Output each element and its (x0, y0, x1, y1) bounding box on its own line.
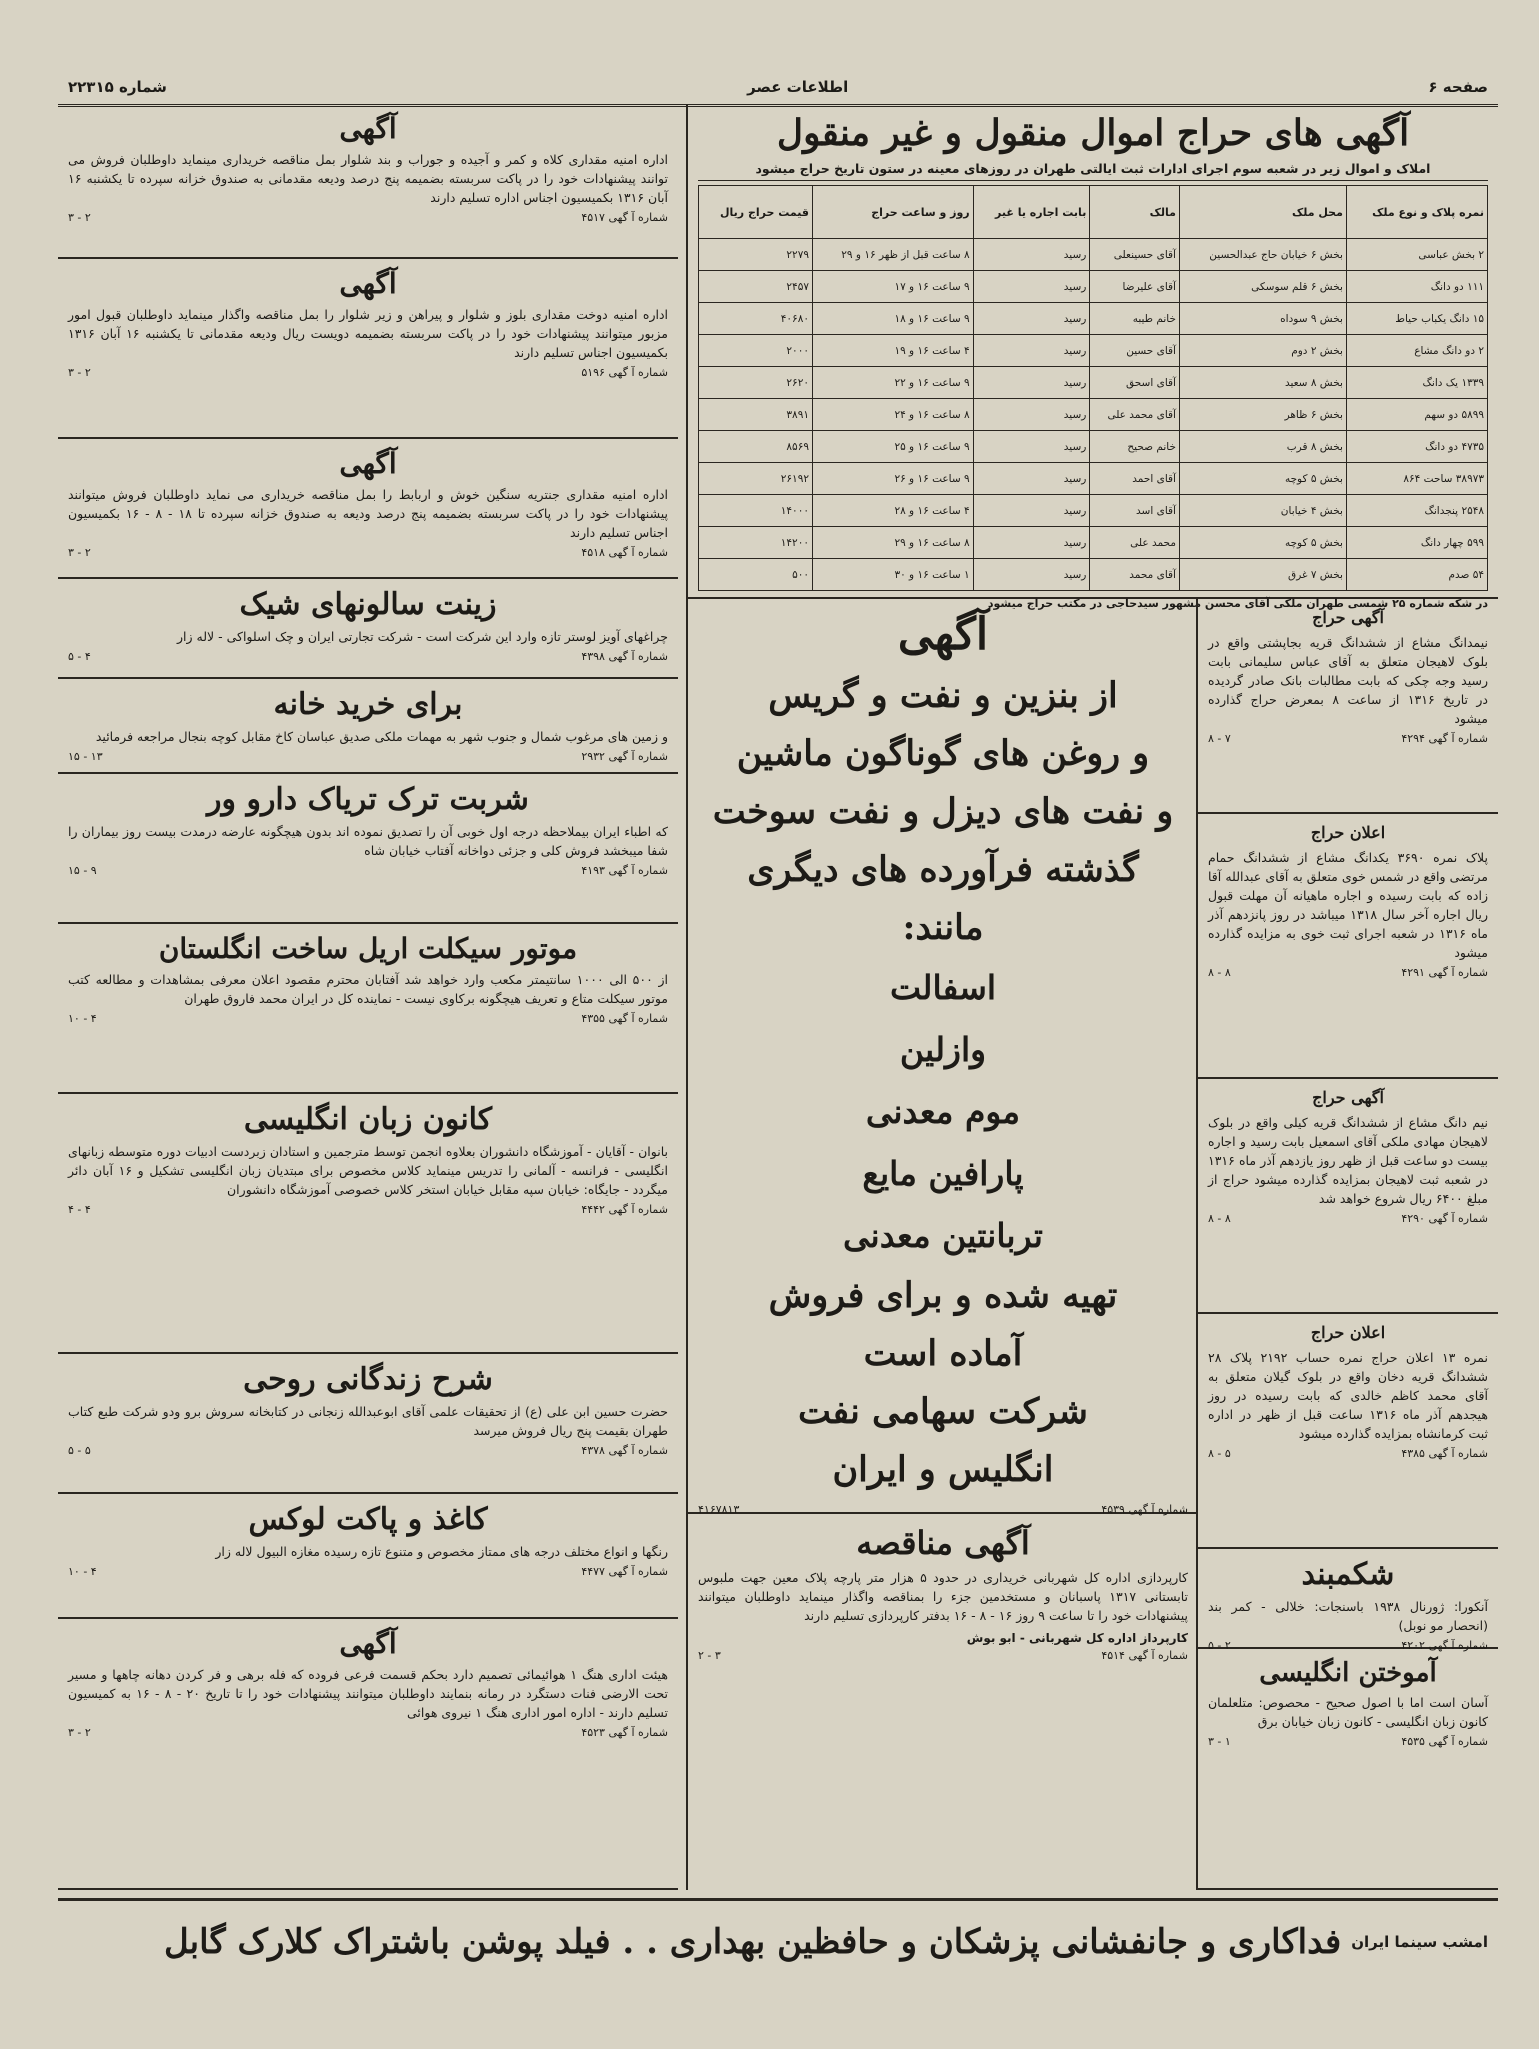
table-cell: بخش ۵ کوچه (1179, 463, 1346, 495)
table-cell: ۲۶۱۹۲ (699, 463, 813, 495)
ad-body: از ۵۰۰ الی ۱۰۰۰ سانتیمتر مکعب وارد خواهد شد آفتابان محترم مقصود اعلان معرفی بمشاهدات و مطالعه کتب موتور سیکلت متاع و تعریف هیچگونه برکاوی نیست - نماینده کل در ایران محمد فاروق طهران (68, 972, 668, 1006)
ad-title: شرح زندگانی روحی (243, 1362, 493, 1397)
ad-ref: شماره آ گهی ۴۵۲۳ (581, 1726, 668, 1739)
oil-product: اسفالت (889, 968, 997, 1007)
ad-block (58, 924, 678, 1094)
ad-title: آگهی حراج (1312, 608, 1384, 627)
ad-footer (68, 366, 668, 379)
ad-code: ۲ - ۳ (68, 1726, 91, 1739)
table-cell: ۳۸۹۱ (699, 399, 813, 431)
table-row (699, 495, 1488, 527)
ad-title: آگهی (339, 267, 397, 300)
ad-body: اداره امنیه مقداری کلاه و کمر و آجیده و جوراب و بند شلوار بمل مناقصه خریداری مینماید داوطلبان فروش می توانند پیشنهادات خود را در پاکت سربسته بضمیمه پنج درصد ودیعه مقدمانی به صندوق خزانه سپرده تا یکشنبه ۱۶ آبان ۱۳۱۶ بکمیسیون اجناس اداره تسلیم دارند (68, 152, 668, 205)
ad-code: ۵ - ۵ (68, 1444, 91, 1457)
col-header: روز و ساعت حراج (812, 186, 973, 239)
ad-title: آگهی حراج (1312, 1088, 1384, 1107)
table-cell: ۱۴۲۰۰ (699, 527, 813, 559)
ad-ref: شماره آ گهی ۴۴۷۷ (581, 1565, 668, 1578)
issue-number: شماره ۲۲۳۱۵ (68, 78, 167, 96)
banner-text: فداکاری و جانفشانی پزشکان و حافظین بهداری . . فیلد پوشن باشتراک کلارک گابل (163, 1922, 1342, 1962)
table-row (699, 239, 1488, 271)
ad-body: چراغهای آویز لوستر تازه وارد این شرکت است - شرکت تجارتی ایران و چک اسلواکی - لاله زار (176, 629, 668, 644)
ad-body: پلاک نمره ۳۶۹۰ یکدانگ مشاع از ششدانگ حمام مرتضی واقع در شمس خوی متعلق به آقای عبدالله آقا زاده که بابت رسیده و اجاره ماهیانه آن مهلت قبول ریال اجاره آخر سال ۱۳۱۸ میباشد در روز پانزدهم آذر ماه ۱۳۱۶ در شعبه اجرای ثبت خوی به مزایده گذارده میشود (1208, 850, 1489, 960)
table-cell: ۲ دو دانگ مشاع (1346, 335, 1487, 367)
oil-closing: انگلیس و ایران (832, 1449, 1054, 1490)
table-cell: ۸ ساعت ۱۶ و ۲۹ (812, 527, 973, 559)
ad-code: ۱۳ - ۱۵ (68, 750, 103, 763)
col-header: بابت اجاره یا غیر (973, 186, 1090, 239)
table-cell: ۴ ساعت ۱۶ و ۱۹ (812, 335, 973, 367)
table-cell: آقای محمد (1090, 559, 1180, 591)
ad-block (1198, 814, 1498, 1079)
ad-footer (68, 1726, 668, 1739)
oil-line: و روغن های گوناگون ماشین (736, 733, 1150, 774)
ad-body: که اطباء ایران بیملاحظه درجه اول خوبی آن را تصدیق نموده اند بدون هیچگونه عارضه درمدت بیست روز بیماران را شفا میبخشد فروش کلی و جزئی دواخانه آفتاب خیابان شاه (68, 824, 668, 858)
ad-block (58, 439, 678, 579)
table-cell: ۲۵۴۸ پنجدانگ (1346, 495, 1487, 527)
table-cell: بخش ۶ خیابان حاج عبدالحسین (1179, 239, 1346, 271)
ad-body: آسان است اما با اصول صحیح - محصوص: متلعلمان کانون زبان انگلیسی - کانون زبان خیابان برق (1208, 1695, 1488, 1729)
table-cell: ۱ ساعت ۱۶ و ۳۰ (812, 559, 973, 591)
ad-code: ۳ - ۲ (698, 1649, 721, 1662)
masthead (58, 70, 1498, 107)
table-cell: آقای اسحق (1090, 367, 1180, 399)
ad-footer (68, 1565, 668, 1578)
ad-footer (68, 750, 668, 763)
table-cell: ۴۷۳۵ دو دانگ (1346, 431, 1487, 463)
ad-code: ۴ - ۴ (68, 1203, 91, 1216)
ad-ref: شماره آ گهی ۴۳۸۵ (1401, 1447, 1488, 1460)
table-cell: بخش ۴ خیابان (1179, 495, 1346, 527)
ad-title: آگهی (339, 112, 397, 145)
table-cell: ۱۵ دانگ یکباب حیاط (1346, 303, 1487, 335)
ad-ref: شماره آ گهی ۴۲۰۲ (1401, 1639, 1488, 1652)
ad-ref: شماره آ گهی ۴۳۵۵ (581, 1012, 668, 1025)
table-cell: آقای حسینعلی (1090, 239, 1180, 271)
ad-ref: شماره آ گهی ۴۵۱۸ (581, 546, 668, 559)
table-cell: خانم صحیح (1090, 431, 1180, 463)
ad-title: کانون زبان انگلیسی (243, 1102, 493, 1137)
page-number: صفحه ۶ (1428, 78, 1488, 96)
table-cell: بخش ۲ دوم (1179, 335, 1346, 367)
ad-code: ۴ - ۱۰ (68, 1012, 97, 1025)
ad-footer (68, 546, 668, 559)
ad-block (1198, 1314, 1498, 1549)
newspaper-page (58, 60, 1498, 2020)
col-header: قیمت حراج ریال (699, 186, 813, 239)
auction-table (698, 185, 1488, 591)
banner-lead: امشب سینما ایران (1351, 1933, 1488, 1951)
ad-block (58, 259, 678, 439)
ad-ref: شماره آ گهی ۴۲۹۱ (1401, 966, 1488, 979)
ad-block (58, 1094, 678, 1354)
auction-subtitle: املاک و اموال زیر در شعبه سوم اجرای ادارات ثبت ایالتی طهران در روزهای معینه در ستون تاریخ حراج میشود (698, 158, 1488, 181)
ad-footer (68, 1444, 668, 1457)
middle-ads-column (1196, 599, 1498, 1890)
ad-block (1198, 1649, 1498, 1890)
ad-body: حضرت حسین ابن علی (ع) از تحقیقات علمی آقای ابوعبدالله زنجانی در کتابخانه سروش برو ودو شرکت طبع کتاب طهران بقیمت پنج ریال فروش میرسد (68, 1404, 668, 1438)
ad-block (1198, 1549, 1498, 1652)
ad-footer (1208, 1212, 1488, 1225)
oil-closing: تهیه شده و برای فروش (768, 1275, 1118, 1316)
ad-code: ۸ - ۸ (1208, 966, 1231, 979)
table-cell: بخش ۸ سعید (1179, 367, 1346, 399)
table-cell: بخش ۸ قرب (1179, 431, 1346, 463)
table-row (699, 431, 1488, 463)
table-cell: رسید (973, 239, 1090, 271)
table-cell: ۹ ساعت ۱۶ و ۲۵ (812, 431, 973, 463)
ad-ref: شماره آ گهی ۴۵۳۹ (1101, 1503, 1188, 1516)
table-cell: بخش ۵ کوچه (1179, 527, 1346, 559)
col-header: محل ملک (1179, 186, 1346, 239)
ad-block (1198, 1079, 1498, 1314)
table-cell: ۵۴ صدم (1346, 559, 1487, 591)
ad-footer (68, 1203, 668, 1216)
ad-block (58, 679, 678, 774)
ad-title: آگهی (339, 1627, 397, 1660)
ad-body: اداره امنیه مقداری جنتریه سنگین خوش و اربابط را بمل مناقصه خریداری می نماید داوطلبان فروش میتوانند پیشنهادات خود را در پاکت سربسته بضمیمه پنج درصد ودیعه به صندوق خزانه سپرده تا ۱۸ - ۸ - ۱۶ بکمیسیون اجناس تسلیم دارند (68, 487, 668, 540)
ad-title: آموختن انگلیسی (1259, 1658, 1437, 1688)
ad-title: موتور سیکلت اریل ساخت انگلستان (158, 932, 578, 965)
ad-block (58, 579, 678, 679)
auction-title: آگهی های حراج اموال منقول و غیر منقول (776, 112, 1410, 154)
table-cell: ۴ ساعت ۱۶ و ۲۸ (812, 495, 973, 527)
table-cell: بخش ۷ غرق (1179, 559, 1346, 591)
ad-block (1198, 599, 1498, 814)
ad-code: ۲ - ۳ (68, 546, 91, 559)
ad-body: هیئت اداری هنگ ۱ هوائیمائی تصمیم دارد بحکم قسمت فرعی فروده که فله برهی و فر کردن دهانه چاهها و مسیر تحت الارضی فنات دستگرد در رمانه بنمایند داوطلبان میتوانند پیشنهادات خود را تا تاریخ ۲۰ - ۸ - ۱۶ به کمیسیون تسلیم دارند - اداره امور اداری هنگ ۱ نیروی هوائی (68, 1667, 669, 1720)
ad-footer (68, 864, 668, 877)
ad-title: اعلان حراج (1310, 823, 1386, 842)
table-cell: بخش ۹ سوداه (1179, 303, 1346, 335)
table-cell: رسید (973, 495, 1090, 527)
ad-ref: شماره آ گهی ۴۲۹۰ (1401, 1212, 1488, 1225)
ad-ref: شماره آ گهی ۴۵۱۷ (581, 211, 668, 224)
table-cell: محمد علی (1090, 527, 1180, 559)
tender-signer: کارپرداز اداره کل شهربانی - ابو بوش (966, 1631, 1188, 1645)
ad-footer (68, 211, 668, 224)
table-cell: ۹ ساعت ۱۶ و ۲۲ (812, 367, 973, 399)
table-cell: رسید (973, 367, 1090, 399)
oil-ad (688, 599, 1198, 1514)
ad-title: آگهی (339, 447, 397, 480)
tender-body: کارپردازی اداره کل شهربانی خریداری در حدود ۵ هزار متر پارچه پلاک معین جهت ملبوس تابستانی ۱۳۱۷ پاسبانان و مستخدمین جزء را بمناقصه واگذار مینماید داوطلبان میتوانند پیشنهادات خود را تا ساعت ۹ روز ۱۶ - ۸ - ۱۶ بدفتر کارپردازی تسلیم دارند (698, 1570, 1188, 1623)
ad-block (58, 1619, 678, 1890)
ad-body: رنگها و انواع مختلف درجه های ممتاز مخصوص و متنوع تازه رسیده مغازه البیول لاله زار (215, 1544, 668, 1559)
table-cell: آقای حسین (1090, 335, 1180, 367)
table-row (699, 367, 1488, 399)
left-column (58, 104, 678, 1890)
ad-code: ۴ - ۱۰ (68, 1565, 97, 1578)
ad-code: ۱ - ۳ (1208, 1735, 1231, 1748)
ad-body: اداره امنیه دوخت مقداری بلوز و شلوار و پیراهن و زیر شلوار را بمل مناقصه واگذار مینماید داوطلبان قبول امور مزبور میتوانند پیشنهادات خود را در پاکت سربسته بضمیمه دویست ریال ودیعه مقدمانی تا یکشنبه ۱۶ آبان ۱۳۱۶ بکمیسیون اجناس تسلیم دارند (68, 307, 668, 360)
ad-title: اعلان حراج (1310, 1323, 1386, 1342)
ad-code: ۸ - ۸ (1208, 1212, 1231, 1225)
col-header: مالک (1090, 186, 1180, 239)
table-cell: ۹ ساعت ۱۶ و ۱۷ (812, 271, 973, 303)
table-cell: ۸ ساعت ۱۶ و ۲۴ (812, 399, 973, 431)
table-cell: ۲۲۷۹ (699, 239, 813, 271)
oil-line: از بنزین و نفت و گریس (768, 675, 1118, 716)
ad-ref: شماره آ گهی ۵۱۹۶ (581, 366, 668, 379)
ad-footer (1208, 1735, 1488, 1748)
auction-notice (688, 104, 1498, 610)
oil-product: پارافین مایع (862, 1154, 1024, 1193)
ad-body: نیم دانگ مشاع از ششدانگ قریه کیلی واقع در بلوک لاهیجان مهادی ملکی آقای اسمعیل بابت رسید و اجاره بیست دو ساعت قبل از ظهر روز یازدهم آذر ماه ۱۳۱۶ در شعبه ثبت لاهیجان بمزایده گذارده میشود حراج از مبلغ ۶۴۰۰ ریال شروع خواهد شد (1208, 1115, 1488, 1206)
ad-block (58, 1354, 678, 1494)
ad-ref: شماره آ گهی ۴۳۹۸ (581, 650, 668, 663)
table-cell: ۱۴۰۰۰ (699, 495, 813, 527)
table-cell: رسید (973, 271, 1090, 303)
paper-name: اطلاعات عصر (747, 78, 849, 96)
ad-block (58, 774, 678, 924)
ad-code: ۲ - ۳ (68, 366, 91, 379)
ad-title: زینت سالونهای شیک (239, 587, 497, 622)
table-cell: ۸ ساعت قبل از ظهر ۱۶ و ۲۹ (812, 239, 973, 271)
oil-ad-title: آگهی (897, 609, 989, 660)
ad-ref: شماره آ گهی ۴۳۷۸ (581, 1444, 668, 1457)
ad-title: شربت ترک تریاک دارو ور (207, 782, 529, 817)
ad-title: کاغذ و پاکت لوکس (248, 1502, 488, 1537)
ad-code: ۴ - ۵ (68, 650, 91, 663)
ad-code: ۷ - ۸ (1208, 732, 1231, 745)
table-cell: ۵۸۹۹ دو سهم (1346, 399, 1487, 431)
oil-line: گذشته فرآورده های دیگری (747, 849, 1139, 890)
ad-code: ۴۱۶۷۸۱۳ (698, 1503, 740, 1516)
ad-footer (1208, 732, 1488, 745)
table-cell: ۸۵۶۹ (699, 431, 813, 463)
ad-body: و زمین های مرغوب شمال و جنوب شهر به مهمات ملکی صدیق عباسان کاخ مقابل کوچه بنجال مراجعه فرمائید (95, 729, 668, 744)
ad-footer (1208, 966, 1488, 979)
table-cell: بخش ۶ قلم سوسکی (1179, 271, 1346, 303)
table-row (699, 527, 1488, 559)
oil-product: وازلین (899, 1030, 987, 1069)
ad-code: ۲ - ۵ (1208, 1639, 1231, 1652)
oil-product: تربانتین معدنی (843, 1216, 1043, 1255)
table-cell: بخش ۶ ظاهر (1179, 399, 1346, 431)
ad-ref: شماره آ گهی ۴۵۱۴ (1101, 1649, 1188, 1662)
table-cell: رسید (973, 431, 1090, 463)
table-cell: آقای احمد (1090, 463, 1180, 495)
table-cell: آقای علیرضا (1090, 271, 1180, 303)
tender-ad (688, 1514, 1198, 1890)
ad-code: ۹ - ۱۵ (68, 864, 97, 877)
ad-title: شکمبند (1301, 1557, 1395, 1592)
table-row (699, 463, 1488, 495)
oil-line: مانند: (902, 907, 984, 948)
table-row (699, 271, 1488, 303)
table-cell: ۲ بخش عباسی (1346, 239, 1487, 271)
ad-title: برای خرید خانه (273, 687, 463, 722)
table-cell: ۵۰۰ (699, 559, 813, 591)
table-cell: ۱۳۳۹ یک دانگ (1346, 367, 1487, 399)
table-cell: ۹ ساعت ۱۶ و ۱۸ (812, 303, 973, 335)
oil-line: و نفت های دیزل و نفت سوخت (712, 791, 1174, 832)
ad-ref: شماره آ گهی ۴۵۳۵ (1401, 1735, 1488, 1748)
table-row (699, 399, 1488, 431)
cinema-banner (58, 1898, 1498, 1983)
table-row (699, 303, 1488, 335)
ad-code: ۲ - ۳ (68, 211, 91, 224)
table-row (699, 559, 1488, 591)
ad-ref: شماره آ گهی ۴۲۹۴ (1401, 732, 1488, 745)
tender-title: آگهی مناقصه (856, 1524, 1030, 1562)
table-cell: ۲۴۵۷ (699, 271, 813, 303)
right-column (686, 104, 1498, 1890)
ad-body: نمره ۱۳ اعلان حراج نمره حساب ۲۱۹۲ پلاک ۲۸ ششدانگ قریه دخان واقع در بلوک گیلان متعلق به آقای محمد کاظم خالدی که بابت رسیده در روز هیجدهم آذر ماه ۱۳۱۶ ساعت قبل از ظهر در اداره ثبت کرمانشاه بمزایده گذارده میشود (1208, 1350, 1489, 1441)
ad-ref: شماره آ گهی ۲۹۳۲ (581, 750, 668, 763)
ad-footer (1208, 1447, 1488, 1460)
table-cell: آقای اسد (1090, 495, 1180, 527)
table-cell: رسید (973, 463, 1090, 495)
ad-block (58, 1494, 678, 1619)
ad-body: آنکورا: ژورنال ۱۹۳۸ باسنجات: خلالی - کمر بند (انحصار مو نوبل) (1208, 1599, 1488, 1633)
ad-block (58, 104, 678, 259)
oil-product: موم معدنی (865, 1092, 1021, 1131)
table-cell: رسید (973, 303, 1090, 335)
ad-code: ۵ - ۸ (1208, 1447, 1231, 1460)
col-header: نمره پلاک و نوع ملک (1346, 186, 1487, 239)
table-row (699, 335, 1488, 367)
auction-table-body (699, 239, 1488, 591)
table-cell: رسید (973, 559, 1090, 591)
oil-closing: شرکت سهامی نفت (798, 1391, 1088, 1432)
oil-closing: آماده است (863, 1333, 1023, 1374)
table-cell: رسید (973, 335, 1090, 367)
table-cell: آقای محمد علی (1090, 399, 1180, 431)
table-cell: ۹ ساعت ۱۶ و ۲۶ (812, 463, 973, 495)
ad-body: نیمدانگ مشاع از ششدانگ قریه بجاپشتی واقع در بلوک لاهیجان متعلق به آقای عباس سلیمانی بابت رسید وجه چکی که بابت مطالبات بانک صادر گردیده در تاریخ ۱۳۱۶ از ساعت ۸ بمعرض حراج گذارده میشود (1208, 635, 1489, 726)
table-cell: خانم طیبه (1090, 303, 1180, 335)
table-cell: ۵۹۹ چهار دانگ (1346, 527, 1487, 559)
table-cell: ۲۶۲۰ (699, 367, 813, 399)
ad-ref: شماره آ گهی ۴۱۹۳ (581, 864, 668, 877)
ad-ref: شماره آ گهی ۴۴۴۲ (581, 1203, 668, 1216)
ad-body: بانوان - آقایان - آموزشگاه دانشوران بعلاوه انجمن توسط مترجمین و استادان زبردست ادبیات دوره متوسطه زبانهای انگلیسی - فرانسه - آلمانی را تدریس مینماید کلاس مخصوص برای مبتدیان زبان انگلیسی تشکیل و ۱۶ آبان دائر میگردد - جایگاه: خیابان سپه مقابل خیابان استخر کلاس خصوصی آموزشگاه دانشوران (68, 1144, 668, 1197)
ad-footer (68, 1012, 668, 1025)
tender-footer (698, 1649, 1188, 1662)
table-cell: ۲۰۰۰ (699, 335, 813, 367)
ad-footer (68, 650, 668, 663)
table-cell: ۳۸۹۷۳ ساحت ۸۶۴ (1346, 463, 1487, 495)
table-cell: ۴۰۶۸۰ (699, 303, 813, 335)
table-cell: ۱۱۱ دو دانگ (1346, 271, 1487, 303)
table-cell: رسید (973, 399, 1090, 431)
auction-note: در شکه شماره ۲۵ شمسی طهران ملکی آقای محسن مشهور سیدحاجی در مکتب حراج میشود (987, 597, 1488, 610)
table-cell: رسید (973, 527, 1090, 559)
